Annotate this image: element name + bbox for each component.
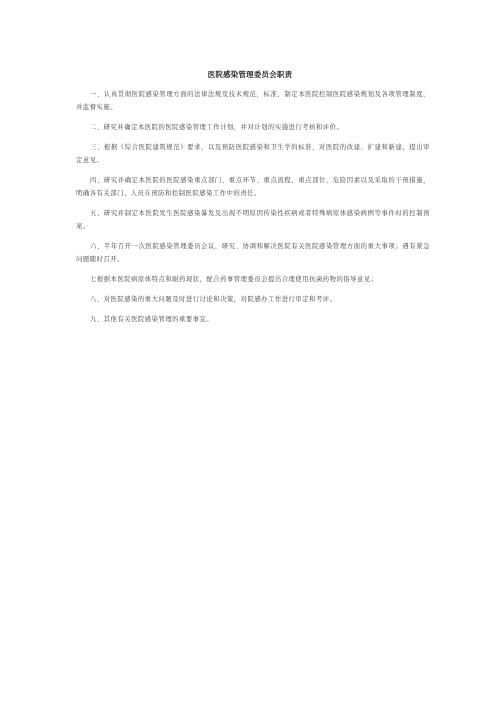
- document-body: [76, 88, 430, 333]
- paragraph-2: 二、研究并确定本医院的医院感染管理工作计划，并对计划的实施进行考核和评价。: [90, 124, 344, 131]
- paragraph-4: 四、研究并确定本医院的医院感染重点部门、重点环节、重点流程、重点部位、危险因素以及采取的干预措施，明确各有关部门、人员在预防和控制医院感染工作中的责任。: [76, 177, 430, 197]
- document-title: 医院感染管理委员会职责: [207, 70, 293, 79]
- paragraph-3: 三、根据《综合医院建筑规范》要求，以及预防医院感染和卫生学的标准，对医院的改建、扩建和新建，提出审定意见。: [76, 144, 430, 164]
- paragraph-8: 八、对医院感染的重大问题及时进行讨论和决策，对院感办工作进行审定和考评。: [90, 296, 337, 303]
- paragraph-9: 九、其他有关医院感染管理的重要事宜。: [90, 316, 214, 323]
- paragraph-6: 六、半年召开一次医院感染管理委员会议，研究、协调和解决医院有关医院感染管理方面的重大事项；遇有紧急问题随时召开。: [76, 243, 430, 263]
- paragraph-5: 五、研究并制定本医院发生医院感染暴发及出现不明原因传染性疾病或者特殊病原体感染病例等事件时的控制预案。: [76, 210, 430, 230]
- paragraph-7: 七根据本医院病原体特点和耐药现状，配合药事管理委员会提出合理使用抗菌药物的指导意见；: [90, 276, 378, 283]
- paragraph-1: 一、认真贯彻医院感染管理方面的法律法规及技术规范，标准，制定本医院控制医院感染规划及各项管理制度，并监督实施。: [76, 91, 430, 111]
